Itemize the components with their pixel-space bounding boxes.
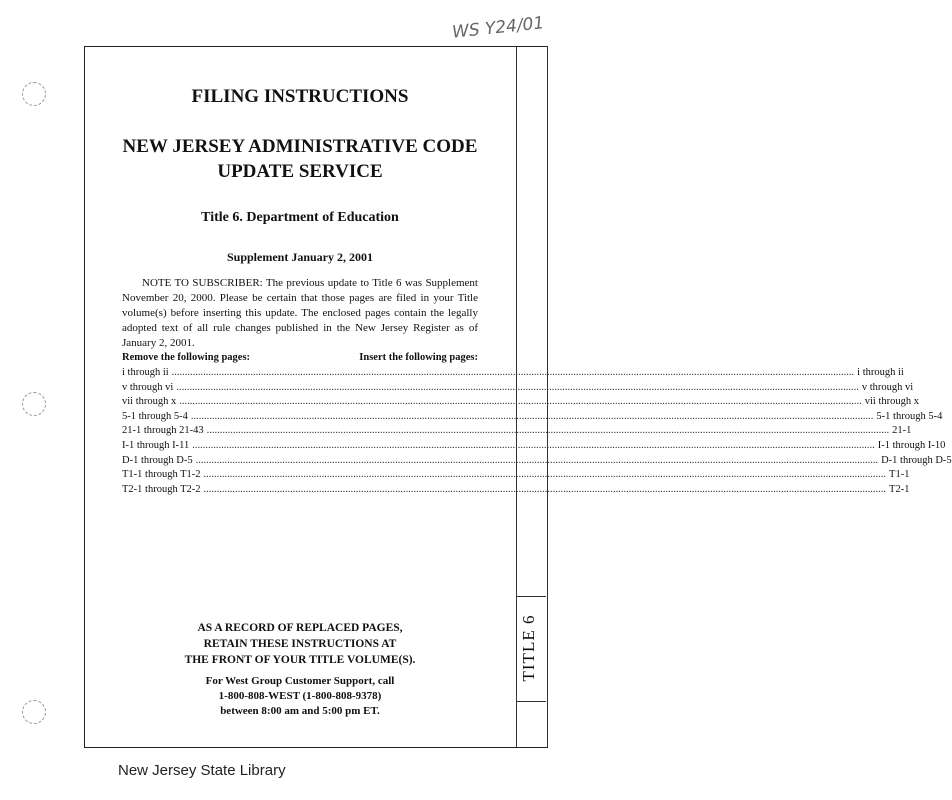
leader-dots: ....................................................................................................................................................................................................................................................................: [190, 410, 874, 422]
punch-hole-bottom: [22, 700, 46, 724]
retain-notice: [84, 620, 516, 668]
title-line: Title 6. Department of Education: [201, 210, 399, 225]
tab-label: TITLE 6: [519, 614, 538, 682]
remove-pages: 5-1 through 5-4: [122, 410, 188, 422]
code-title-line2: UPDATE SERVICE: [217, 161, 383, 182]
leader-dots: ....................................................................................................................................................................................................................................................................: [176, 381, 859, 393]
library-stamp: New Jersey State Library: [118, 762, 286, 779]
insert-header: Insert the following pages:: [359, 352, 478, 363]
table-row: [122, 439, 946, 454]
remove-header: Remove the following pages:: [122, 352, 251, 363]
table-row: [122, 424, 912, 439]
leader-dots: ....................................................................................................................................................................................................................................................................: [179, 396, 862, 408]
remove-pages: v through vi: [122, 381, 174, 393]
insert-pages: I-1 through I-10: [877, 439, 946, 451]
customer-support: [84, 674, 516, 719]
subscriber-note: NOTE TO SUBSCRIBER: The previous update to Title 6 was Supplement November 20, 2000. Please be certain that those pages are filed in your Title volume(s) before inserting this update. The enclosed pages contain the legally adopted text of all rule changes published in the New Jersey Register as of January 2, 2001.: [122, 277, 478, 349]
remove-pages: I-1 through I-11: [122, 439, 190, 451]
insert-pages: 5-1 through 5-4: [876, 410, 943, 422]
remove-pages: T1-1 through T1-2: [122, 469, 201, 481]
remove-pages: 21-1 through 21-43: [122, 425, 204, 437]
code-title: [84, 134, 516, 184]
insert-pages: T1-1: [889, 469, 910, 481]
support-hours: between 8:00 am and 5:00 pm ET.: [220, 705, 380, 717]
insert-pages: i through ii: [857, 367, 904, 378]
retain-line: AS A RECORD OF REPLACED PAGES,: [197, 622, 403, 634]
remove-pages: i through ii: [122, 367, 169, 378]
page-heading: FILING INSTRUCTIONS: [191, 86, 409, 107]
insert-pages: D-1 through D-5: [881, 454, 952, 466]
punch-hole-top: [22, 82, 46, 106]
insert-pages: v through vi: [861, 381, 914, 393]
retain-line: THE FRONT OF YOUR TITLE VOLUME(S).: [184, 654, 416, 666]
supplement-date: Supplement January 2, 2001: [226, 250, 374, 264]
table-row: [122, 366, 904, 381]
table-row: [122, 410, 943, 425]
table-row: [122, 483, 910, 498]
punch-hole-middle: [22, 392, 46, 416]
table-row: [122, 381, 914, 396]
table-row: [122, 395, 919, 410]
support-line: For West Group Customer Support, call: [205, 675, 395, 687]
insert-pages: T2-1: [889, 483, 910, 495]
retain-line: RETAIN THESE INSTRUCTIONS AT: [203, 638, 397, 650]
leader-dots: ....................................................................................................................................................................................................................................................................: [171, 367, 855, 378]
insert-pages: 21-1: [892, 425, 912, 437]
leader-dots: ....................................................................................................................................................................................................................................................................: [206, 425, 890, 437]
leader-dots: ....................................................................................................................................................................................................................................................................: [192, 439, 875, 451]
remove-pages: T2-1 through T2-2: [122, 483, 201, 495]
remove-pages: D-1 through D-5: [122, 454, 193, 466]
page-list: [122, 366, 952, 497]
support-phone: 1-800-808-WEST (1-800-808-9378): [218, 690, 382, 702]
insert-pages: vii through x: [864, 396, 919, 408]
leader-dots: ....................................................................................................................................................................................................................................................................: [203, 469, 887, 481]
leader-dots: ....................................................................................................................................................................................................................................................................: [203, 483, 887, 495]
table-row: [122, 454, 952, 469]
remove-pages: vii through x: [122, 396, 177, 408]
leader-dots: ....................................................................................................................................................................................................................................................................: [195, 454, 879, 466]
handwritten-note: WS Y24/01: [451, 13, 546, 43]
table-row: [122, 468, 910, 483]
code-title-line1: NEW JERSEY ADMINISTRATIVE CODE: [122, 136, 478, 157]
